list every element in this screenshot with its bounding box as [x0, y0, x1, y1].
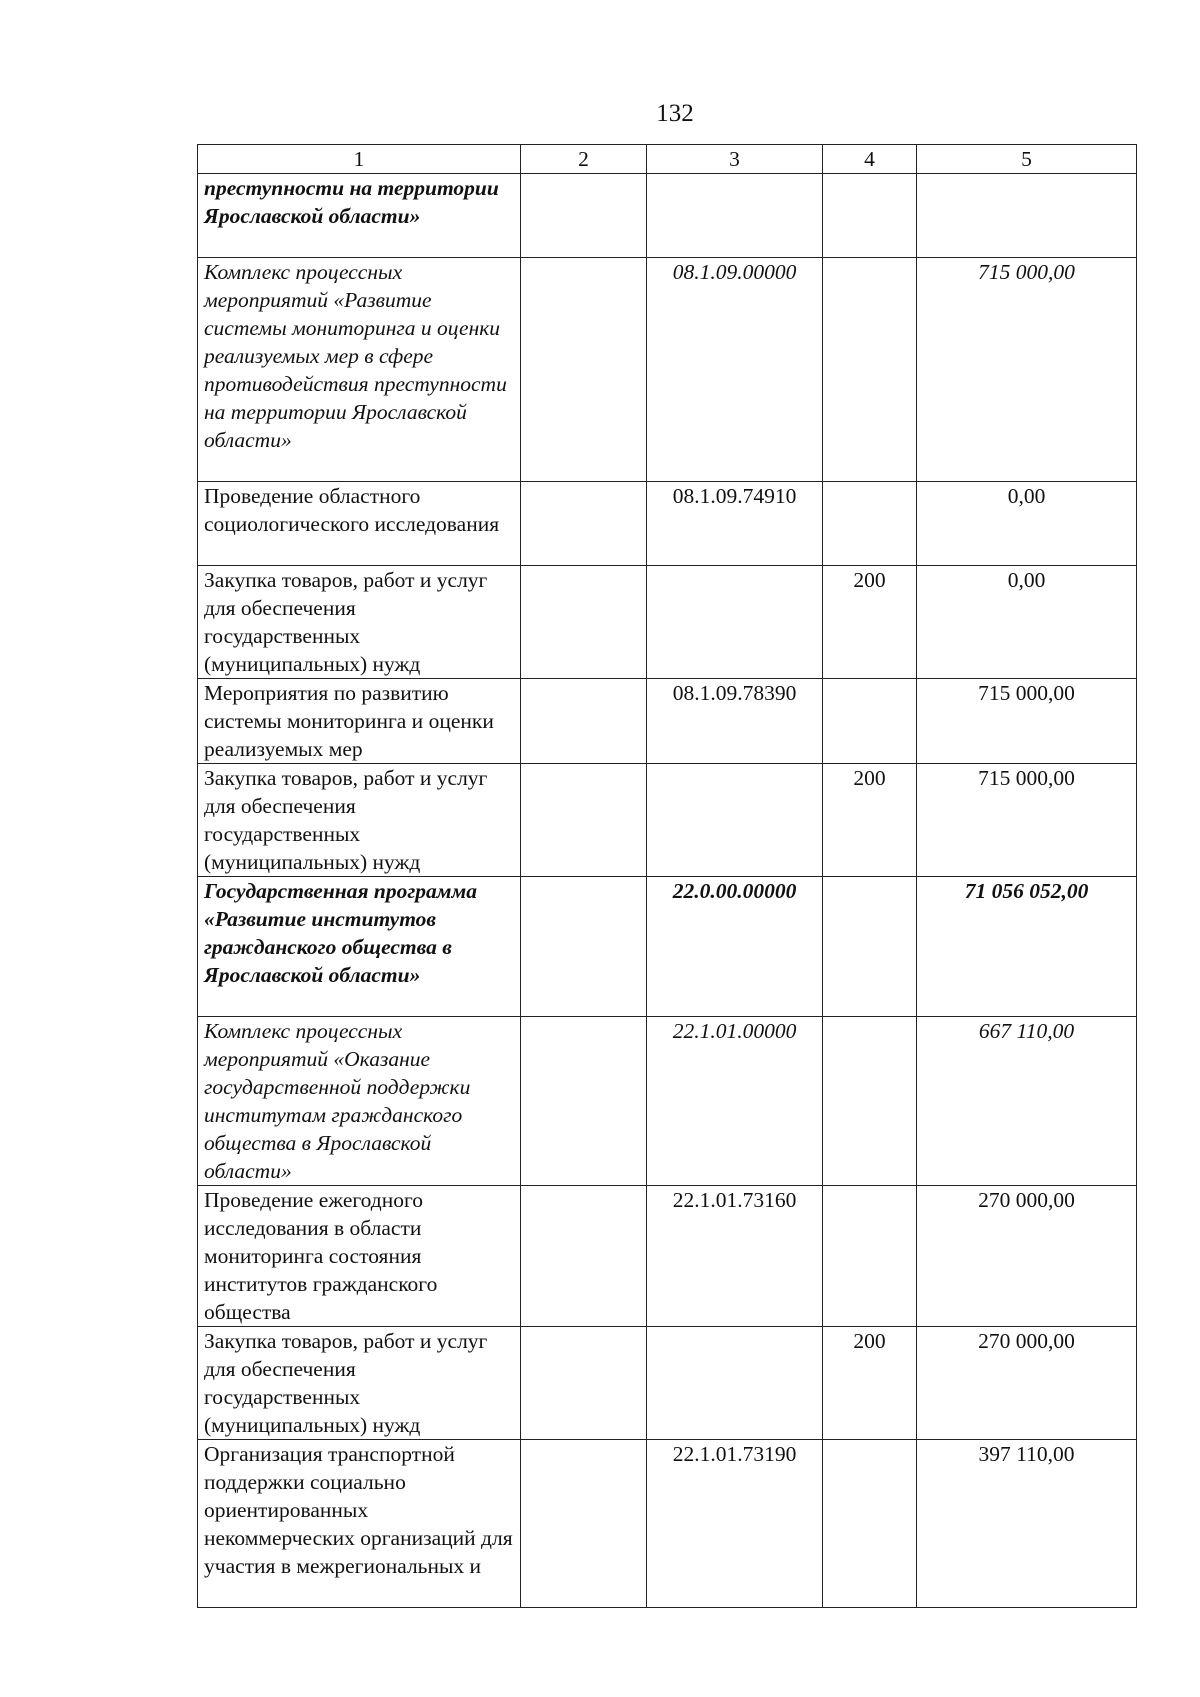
table-body [198, 174, 1137, 1608]
budget-table [197, 144, 1137, 1608]
cell-code: 08.1.09.74910 [647, 482, 823, 566]
table-row [198, 679, 1137, 764]
cell-ministry [521, 1440, 647, 1608]
cell-name: преступности на территории Ярославской области» [198, 174, 521, 258]
cell-name: Мероприятия по развитию системы мониторинга и оценки реализуемых мер [198, 679, 521, 764]
cell-expense-type [823, 258, 917, 482]
cell-sum: 71 056 052,00 [917, 877, 1137, 1017]
cell-name: Государственная программа «Развитие институтов гражданского общества в Ярославской области» [198, 877, 521, 1017]
cell-name: Комплекс процессных мероприятий «Развитие системы мониторинга и оценки реализуемых мер в сфере противодействия преступности на территории Ярославской области» [198, 258, 521, 482]
cell-ministry [521, 764, 647, 877]
header-col-4: 4 [823, 145, 917, 174]
cell-ministry [521, 877, 647, 1017]
cell-code: 08.1.09.78390 [647, 679, 823, 764]
cell-ministry [521, 1017, 647, 1186]
cell-expense-type [823, 1440, 917, 1608]
table-row [198, 566, 1137, 679]
cell-code: 22.1.01.73160 [647, 1186, 823, 1327]
table-row [198, 877, 1137, 1017]
header-col-1: 1 [198, 145, 521, 174]
cell-code [647, 566, 823, 679]
cell-sum: 667 110,00 [917, 1017, 1137, 1186]
cell-name: Закупка товаров, работ и услуг для обеспечения государственных (муниципальных) нужд [198, 1327, 521, 1440]
cell-code: 08.1.09.00000 [647, 258, 823, 482]
table-row [198, 1186, 1137, 1327]
cell-name: Закупка товаров, работ и услуг для обеспечения государственных (муниципальных) нужд [198, 566, 521, 679]
table-row [198, 1440, 1137, 1608]
cell-expense-type: 200 [823, 764, 917, 877]
table-header [198, 145, 1137, 174]
table-row [198, 482, 1137, 566]
header-row [198, 145, 1137, 174]
cell-expense-type [823, 877, 917, 1017]
table-row [198, 1327, 1137, 1440]
cell-code [647, 174, 823, 258]
cell-name: Закупка товаров, работ и услуг для обеспечения государственных (муниципальных) нужд [198, 764, 521, 877]
cell-code: 22.0.00.00000 [647, 877, 823, 1017]
cell-ministry [521, 258, 647, 482]
cell-expense-type: 200 [823, 1327, 917, 1440]
cell-name: Комплекс процессных мероприятий «Оказание государственной поддержки институтам гражданского общества в Ярославской области» [198, 1017, 521, 1186]
cell-ministry [521, 679, 647, 764]
cell-expense-type [823, 482, 917, 566]
table-row [198, 174, 1137, 258]
cell-sum: 715 000,00 [917, 258, 1137, 482]
cell-code: 22.1.01.73190 [647, 1440, 823, 1608]
cell-ministry [521, 174, 647, 258]
cell-name: Проведение областного социологического исследования [198, 482, 521, 566]
cell-expense-type [823, 679, 917, 764]
cell-sum: 715 000,00 [917, 679, 1137, 764]
cell-sum: 0,00 [917, 482, 1137, 566]
header-col-5: 5 [917, 145, 1137, 174]
page-number: 132 [656, 100, 694, 127]
cell-code [647, 764, 823, 877]
cell-sum [917, 174, 1137, 258]
cell-ministry [521, 1186, 647, 1327]
cell-sum: 397 110,00 [917, 1440, 1137, 1608]
cell-ministry [521, 1327, 647, 1440]
cell-name: Проведение ежегодного исследования в области мониторинга состояния институтов гражданского общества [198, 1186, 521, 1327]
cell-sum: 270 000,00 [917, 1327, 1137, 1440]
cell-name: Организация транспортной поддержки социально ориентированных некоммерческих организаций для участия в межрегиональных и [198, 1440, 521, 1608]
cell-expense-type [823, 1186, 917, 1327]
header-col-2: 2 [521, 145, 647, 174]
cell-ministry [521, 482, 647, 566]
cell-sum: 715 000,00 [917, 764, 1137, 877]
cell-expense-type [823, 174, 917, 258]
cell-expense-type [823, 1017, 917, 1186]
cell-sum: 270 000,00 [917, 1186, 1137, 1327]
cell-code [647, 1327, 823, 1440]
table-row [198, 1017, 1137, 1186]
cell-ministry [521, 566, 647, 679]
cell-sum: 0,00 [917, 566, 1137, 679]
cell-code: 22.1.01.00000 [647, 1017, 823, 1186]
table-row [198, 258, 1137, 482]
header-col-3: 3 [647, 145, 823, 174]
cell-expense-type: 200 [823, 566, 917, 679]
table-row [198, 764, 1137, 877]
